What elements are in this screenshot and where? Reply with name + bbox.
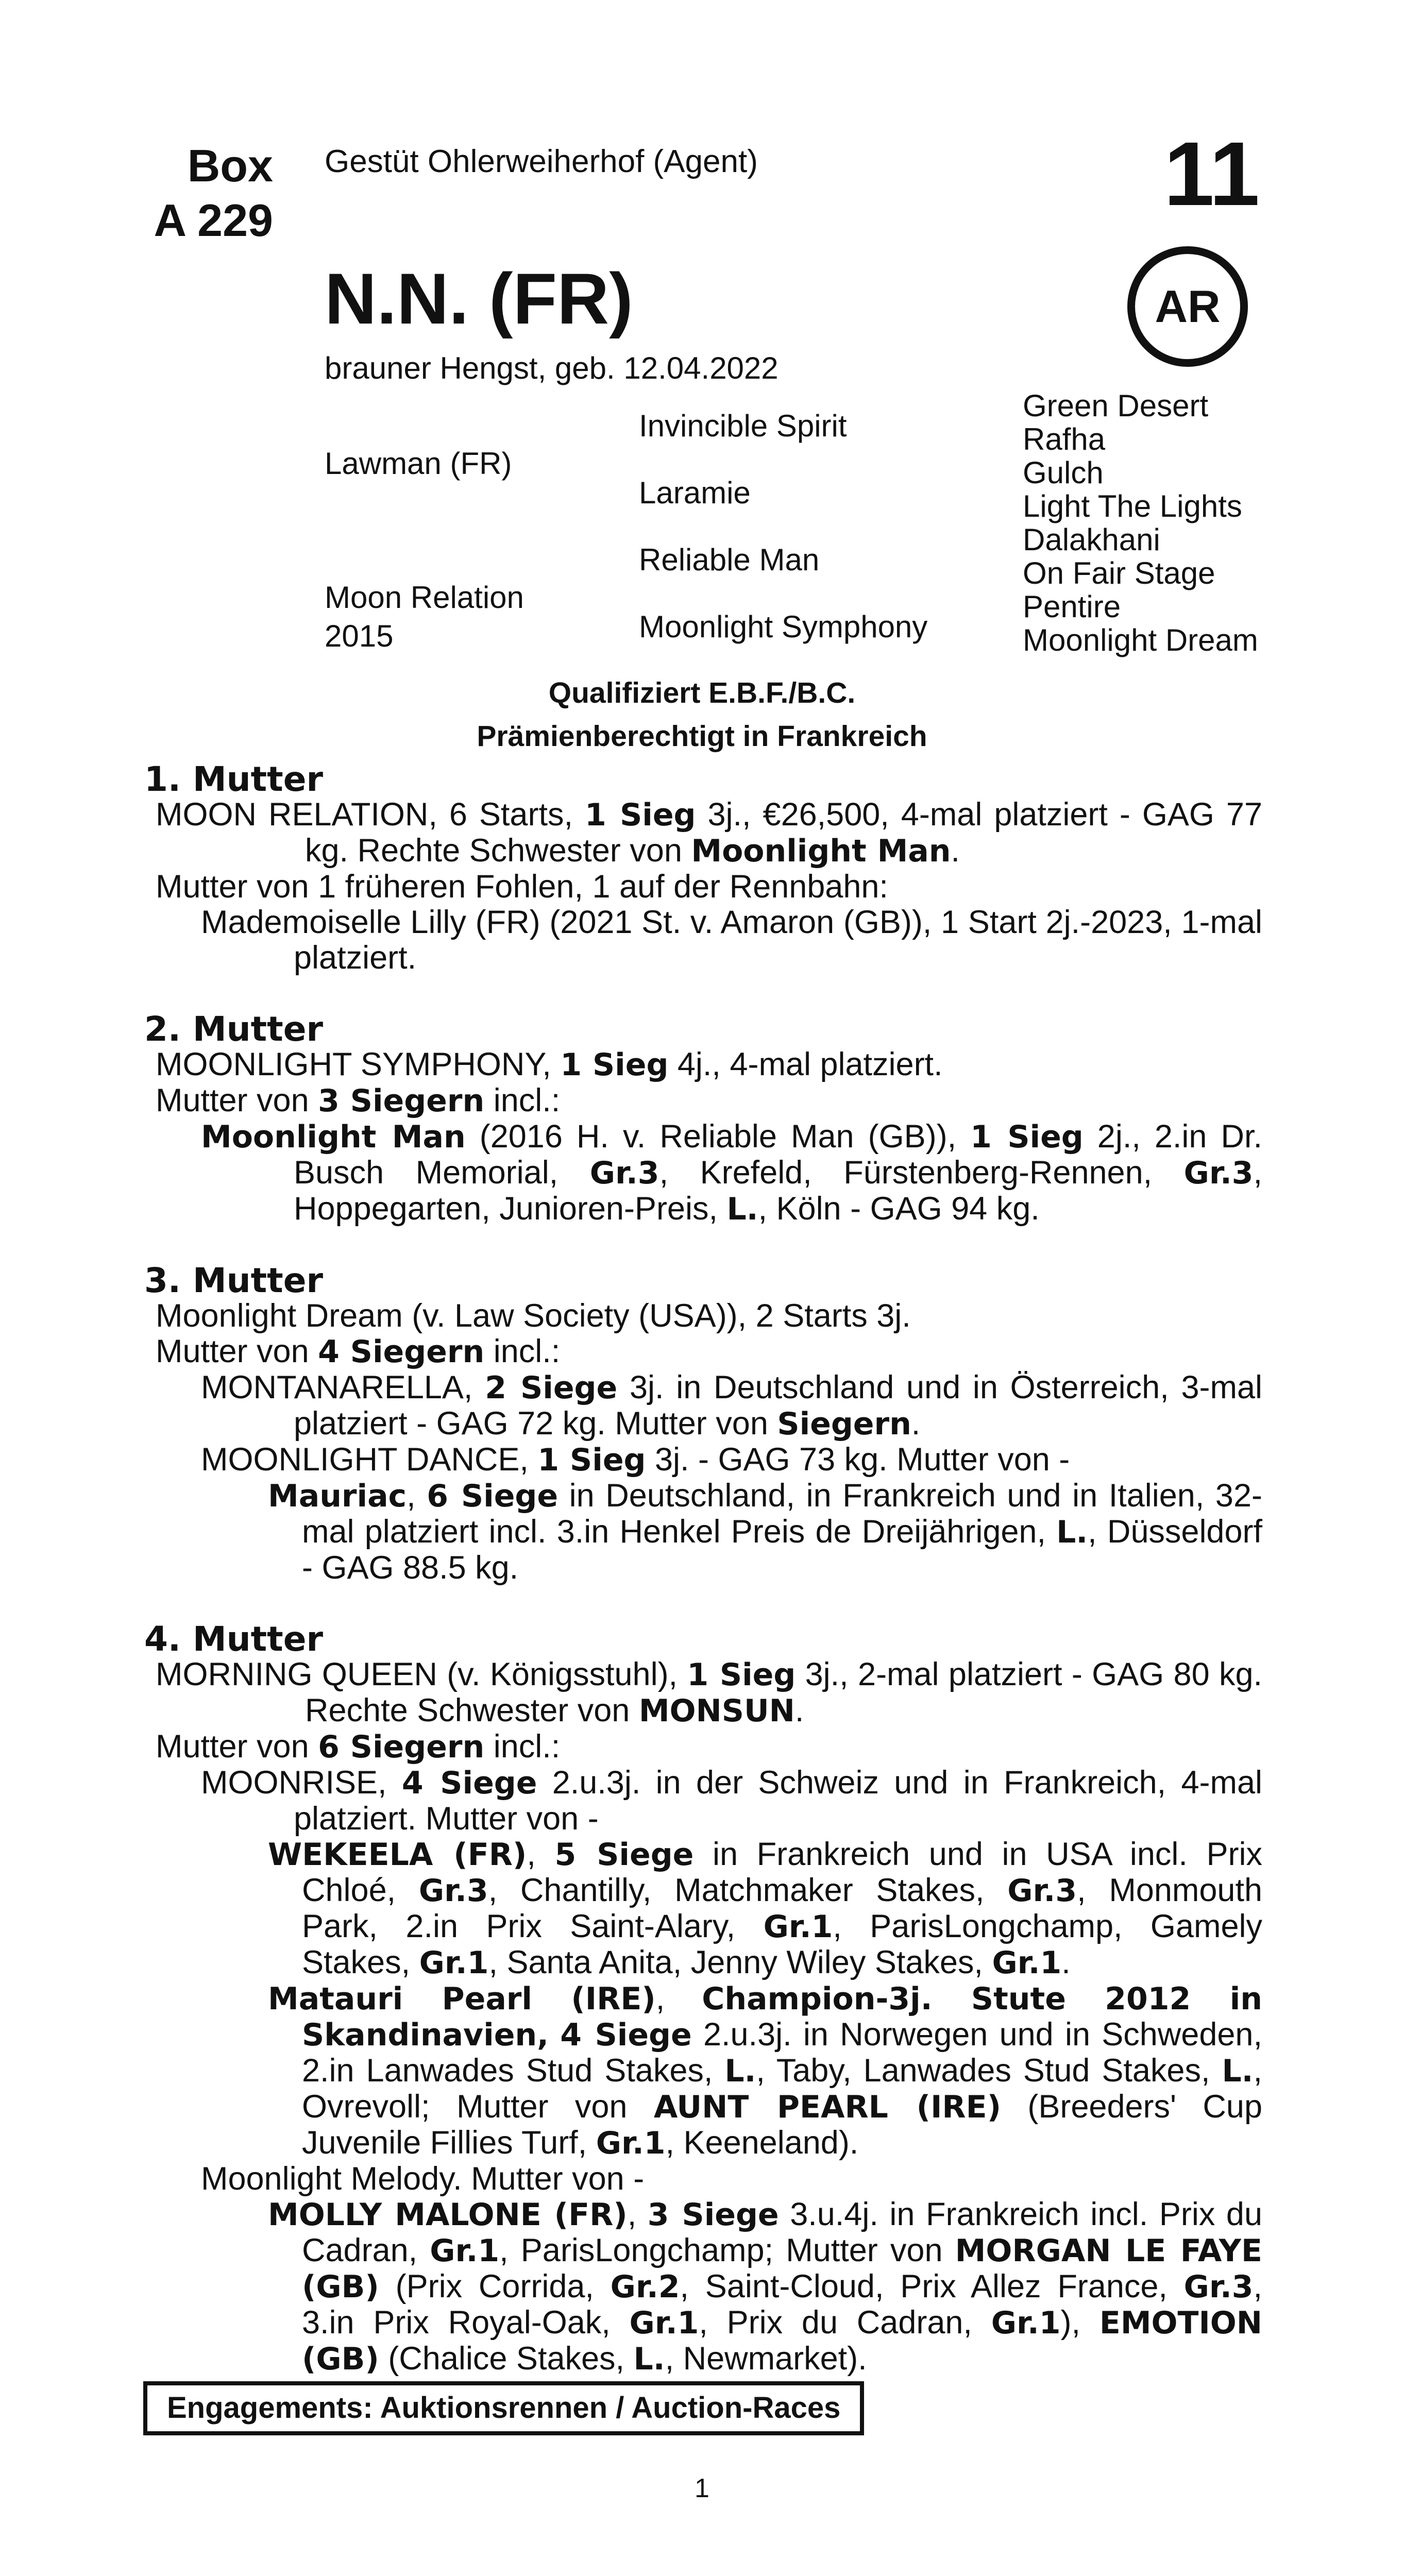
dam-entry [156, 1657, 1262, 1729]
bold-text: Gr.3 [1007, 1873, 1077, 1909]
text-run: , Taby, Lanwades Stud Stakes, [756, 2053, 1222, 2089]
pedigree-gen2-item: Moonlight Symphony [639, 609, 928, 644]
produce-summary [144, 1334, 1262, 1370]
bold-text: Gr.2 [610, 2269, 680, 2305]
qualification: Qualifiziert E.B.F./B.C. [548, 676, 856, 709]
bold-text: Gr.1 [991, 2305, 1061, 2341]
section-heading: 2. Mutter [144, 1009, 324, 1049]
text-run: 2.u.3j. in der Schweiz und in Frankreich, 4-mal platziert. Mutter von - [294, 1765, 1262, 1837]
pedigree-gen3-list [1023, 389, 1258, 657]
bold-text: 1 Sieg [970, 1119, 1084, 1155]
bold-text: Gr.3 [418, 1873, 488, 1909]
produce-entry [201, 1765, 1262, 1837]
text-run: , ParisLongchamp, Gamely Stakes, [302, 1908, 1262, 1980]
bold-text: MONSUN [638, 1693, 795, 1729]
text-run: 3.u.4j. in Frankreich incl. Prix du Cadran, [302, 2196, 1262, 2268]
text-run: (Chalice Stakes, [379, 2341, 634, 2377]
pedigree-gen2-item: Reliable Man [639, 543, 820, 577]
text-run: (Prix Corrida, [379, 2268, 611, 2304]
bold-text: 5 Siege [554, 1837, 694, 1873]
text-run: MONTANARELLA, [201, 1369, 485, 1405]
text-run: incl.: [484, 1728, 561, 1765]
bold-text: Gr.3 [1183, 2269, 1254, 2305]
text-run: , ParisLongchamp; Mutter von [499, 2232, 955, 2268]
bold-text: Champion-3j. Stute 2012 in Skandinavien, [302, 1981, 1262, 2053]
bold-text: L. [726, 1191, 758, 1227]
text-run: , [527, 1836, 555, 1872]
bold-text: Gr.1 [992, 1945, 1062, 1981]
section-3-mutter [144, 1263, 1262, 1586]
produce-summary [144, 869, 1262, 905]
text-run: , Krefeld, Fürstenberg-Rennen, [659, 1155, 1184, 1191]
text-run: . [911, 1405, 921, 1442]
bold-text: AUNT PEARL (IRE) [653, 2089, 1002, 2125]
bold-text: Gr.1 [629, 2305, 699, 2341]
bold-text: L. [1056, 1514, 1088, 1550]
bold-text: Mauriac [268, 1478, 407, 1514]
bold-text: Gr.1 [596, 2125, 666, 2161]
ar-badge-label: AR [1155, 281, 1221, 332]
agent-name: Gestüt Ohlerweiherhof (Agent) [325, 144, 758, 179]
section-heading: 3. Mutter [144, 1261, 324, 1300]
text-run: , Keeneland). [665, 2125, 859, 2161]
text-run: , Santa Anita, Jenny Wiley Stakes, [488, 1944, 992, 1980]
produce-entry [201, 905, 1262, 976]
text-run: Moonlight Dream (v. Law Society (USA)), 2 Starts 3j. [156, 1298, 911, 1334]
text-run: 3j., 2-mal platziert - GAG 80 kg. Rechte Schwester von [305, 1656, 1262, 1728]
text-run: in Frankreich und in USA incl. Prix Chloé, [302, 1836, 1262, 1908]
text-run: , Newmarket). [665, 2341, 867, 2377]
text-run: , Monmouth Park, 2.in Prix Saint-Alary, [302, 1872, 1262, 1944]
text-run: Moonlight Melody. Mutter von - [201, 2161, 645, 2197]
pedigree-gen3-item: Moonlight Dream [1023, 623, 1258, 657]
bold-text: 6 Siegern [318, 1729, 485, 1765]
pedigree-gen2-item: Invincible Spirit [639, 409, 847, 443]
section-heading: 1. Mutter [144, 759, 324, 799]
text-run: (2016 H. v. Reliable Man (GB)), [465, 1118, 971, 1155]
text-run: MORNING QUEEN (v. Königsstuhl), [156, 1656, 687, 1692]
bold-text: 3 Siegern [318, 1083, 485, 1119]
text-run: 3j. - GAG 73 kg. Mutter von - [646, 1442, 1070, 1478]
produce-summary [144, 1729, 1262, 1765]
pedigree-gen3-item: Pentire [1023, 589, 1121, 624]
text-run: MOONLIGHT DANCE, [201, 1442, 538, 1478]
text-run: 3j. in Deutschland und in Österreich, 3-mal platziert - GAG 72 kg. Mutter von [294, 1369, 1262, 1442]
bold-text: Moonlight Man [201, 1119, 466, 1155]
bold-text: MOLLY MALONE (FR) [268, 2197, 628, 2233]
section-heading: 4. Mutter [144, 1619, 324, 1659]
engagements-box: Engagements: Auktionsrennen / Auction-Races [143, 2381, 864, 2435]
text-run: Mutter von [156, 1333, 318, 1369]
text-run: , Chantilly, Matchmaker Stakes, [488, 1872, 1008, 1908]
section-4-mutter [144, 1621, 1262, 2377]
text-run: , Saint-Cloud, Prix Allez France, [680, 2268, 1184, 2304]
bold-text: 1 Sieg [687, 1657, 796, 1693]
pedigree-gen2-item: Laramie [639, 476, 751, 510]
bold-text: L. [633, 2341, 665, 2377]
bold-text: Moonlight Man [691, 833, 951, 869]
dam: Moon Relation [325, 580, 524, 615]
horse-name: N.N. (FR) [325, 258, 633, 339]
text-run: . [951, 833, 960, 869]
text-run: , [655, 1980, 702, 2016]
pedigree-gen3-item: Rafha [1023, 422, 1106, 456]
bold-text: Gr.3 [1183, 1155, 1254, 1191]
bold-text: 1 Sieg [560, 1047, 669, 1083]
bold-text: MORGAN LE FAYE (GB) [302, 2233, 1262, 2305]
produce-entry [201, 1370, 1262, 1442]
pedigree-gen3-item: On Fair Stage [1023, 556, 1215, 590]
box-label: Box [187, 140, 273, 191]
text-run: incl.: [484, 1082, 561, 1118]
produce-entry [201, 1442, 1262, 1478]
bold-text: Siegern [777, 1406, 911, 1442]
bold-text: Matauri Pearl (IRE) [268, 1981, 656, 2017]
text-run: 2j., 2.in Dr. Busch Memorial, [294, 1118, 1263, 1191]
bold-text: L. [1222, 2053, 1254, 2089]
sire: Lawman (FR) [325, 446, 512, 481]
text-run: , 3.in Prix Royal-Oak, [302, 2268, 1262, 2341]
grand-produce-entry [268, 2197, 1262, 2377]
text-run: (Breeders' Cup Juvenile Fillies Turf, [302, 2089, 1262, 2161]
text-run: Mutter von [156, 1082, 318, 1118]
bold-text: 1 Sieg [537, 1442, 646, 1478]
grand-produce-entry [268, 1981, 1262, 2161]
dam-year: 2015 [325, 619, 394, 653]
dam-entry [156, 1298, 1262, 1334]
produce-entry [201, 1119, 1262, 1227]
bold-text: 1 Sieg [584, 797, 696, 833]
dam-lines [144, 761, 1262, 2377]
pedigree-gen3-item: Green Desert [1023, 388, 1209, 423]
ar-badge-icon [1127, 246, 1248, 367]
pedigree-gen3-item: Light The Lights [1023, 489, 1242, 523]
text-run: , Ovrevoll; Mutter von [302, 2053, 1262, 2125]
text-run: 3j., €26,500, 4-mal platziert - GAG 77 kg. Rechte Schwester von [305, 796, 1262, 869]
text-run [549, 2016, 560, 2053]
produce-summary [144, 1083, 1262, 1119]
text-run: , Hoppegarten, Junioren-Preis, [294, 1155, 1262, 1227]
bold-text: 3 Siege [647, 2197, 779, 2233]
text-run: MOON RELATION, 6 Starts, [156, 796, 585, 833]
section-1-mutter [144, 761, 1262, 976]
text-run: Mademoiselle Lilly (FR) (2021 St. v. Amaron (GB)), 1 Start 2j.-2023, 1-mal platziert. [201, 904, 1262, 976]
text-run: , Düsseldorf - GAG 88.5 kg. [302, 1514, 1262, 1586]
bold-text: L. [724, 2053, 756, 2089]
horse-description: brauner Hengst, geb. 12.04.2022 [325, 351, 779, 385]
text-run: Mutter von [156, 1728, 318, 1765]
pedigree-gen3-item: Dalakhani [1023, 522, 1160, 557]
text-run: . [1061, 1944, 1071, 1980]
bold-text: WEKEELA (FR) [268, 1837, 527, 1873]
bold-text: 4 Siege [401, 1765, 537, 1801]
bold-text: 6 Siege [427, 1478, 559, 1514]
pedigree-gen3-item: Gulch [1023, 455, 1104, 490]
text-run: , [627, 2196, 648, 2232]
text-run: incl.: [484, 1333, 561, 1369]
text-run: , Prix du Cadran, [699, 2304, 991, 2341]
bold-text: 2 Siege [485, 1370, 618, 1406]
text-run: MOONLIGHT SYMPHONY, [156, 1046, 561, 1082]
text-run: 4j., 4-mal platziert. [668, 1046, 943, 1082]
text-run: , Köln - GAG 94 kg. [758, 1191, 1040, 1227]
bold-text: Gr.1 [430, 2233, 500, 2269]
bold-text: Gr.1 [763, 1909, 833, 1945]
dam-entry [156, 1047, 1262, 1083]
text-run: . [794, 1692, 804, 1728]
text-run: in Deutschland, in Frankreich und in Italien, 32-mal platziert incl. 3.in Henkel Preis de Dreijährigen, [302, 1478, 1262, 1550]
text-run: Mutter von 1 früheren Fohlen, 1 auf der Rennbahn: [156, 869, 888, 905]
dam-entry [156, 797, 1262, 869]
bold-text: 4 Siegern [318, 1334, 485, 1370]
bold-text: Gr.3 [589, 1155, 659, 1191]
grand-produce-entry [268, 1837, 1262, 1981]
text-run: ), [1060, 2304, 1099, 2341]
lot-number: 11 [1163, 124, 1260, 225]
grand-produce-entry [268, 1478, 1262, 1586]
bold-text: 4 Siege [560, 2017, 692, 2053]
box-number: A 229 [154, 195, 273, 246]
page-number: 1 [695, 2473, 709, 2503]
section-2-mutter [144, 1011, 1262, 1227]
text-run: 2.u.3j. in Norwegen und in Schweden, 2.in Lanwades Stud Stakes, [302, 2016, 1262, 2089]
premium-eligibility: Prämienberechtigt in Frankreich [477, 720, 927, 753]
text-run: , [407, 1478, 427, 1514]
produce-entry [201, 2161, 1262, 2197]
bold-text: Gr.1 [419, 1945, 489, 1981]
bold-text: EMOTION (GB) [302, 2305, 1262, 2377]
text-run: MOONRISE, [201, 1765, 402, 1801]
